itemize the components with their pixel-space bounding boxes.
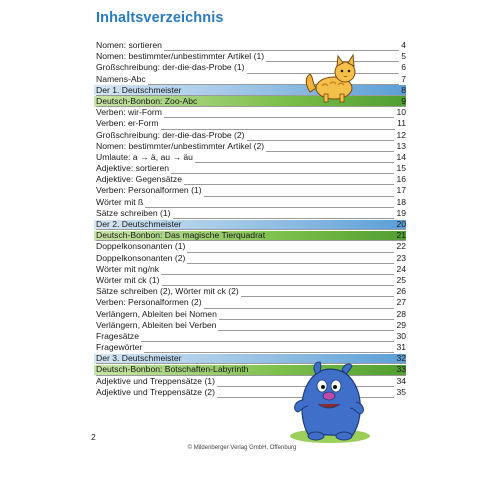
toc-entry-title: Wörter mit ck (1) [96, 274, 160, 285]
toc-entry-title: Fragesätze [96, 330, 139, 341]
toc-entry-page: 30 [396, 330, 406, 341]
toc-entry-title: Fragewörter [96, 342, 143, 353]
toc-entry-page: 24 [396, 263, 406, 274]
toc-row [94, 40, 406, 51]
toc-row [94, 309, 406, 320]
toc-row [94, 241, 406, 252]
toc-entry-page: 33 [396, 364, 406, 375]
blue-monster-illustration [290, 356, 376, 444]
toc-row [94, 320, 406, 331]
toc-entry-page: 15 [396, 163, 406, 174]
toc-row [94, 174, 406, 185]
toc-entry-page: 20 [396, 219, 406, 229]
toc-entry-page: 16 [396, 174, 406, 185]
toc-row [94, 141, 406, 152]
toc-row [94, 130, 406, 141]
toc-entry-page: 25 [396, 274, 406, 285]
toc-entry-title: Verlängern, Ableiten bei Verben [96, 319, 217, 330]
toc-row [94, 264, 406, 275]
toc-entry-page: 5 [401, 51, 406, 62]
page-title: Inhaltsverzeichnis [96, 10, 224, 26]
toc-entry-page: 28 [396, 308, 406, 319]
toc-row [94, 331, 406, 342]
toc-entry-title: Verlängern, Ableiten bei Nomen [96, 308, 217, 319]
toc-entry-page: 21 [396, 230, 406, 241]
toc-entry-page: 10 [396, 107, 406, 118]
toc-entry-title: Verben: Personalformen (2) [96, 297, 202, 308]
toc-entry-title: Großschreibung: der-die-das-Probe (2) [96, 129, 245, 140]
toc-entry-title: Nomen: bestimmter/unbestimmter Artikel (1) [96, 51, 265, 62]
toc-entry-title: Doppelkonsonanten (1) [96, 241, 186, 252]
toc-entry-title: Der 1. Deutschmeister [96, 84, 182, 95]
toc-entry-title: Wörter mit ng/nk [96, 263, 160, 274]
toc-entry-title: Verben: er-Form [96, 118, 159, 129]
toc-row [94, 197, 406, 208]
toc-entry-title: Sätze schreiben (2), Wörter mit ck (2) [96, 286, 239, 297]
toc-entry-page: 4 [401, 40, 406, 50]
toc-entry-title: Deutsch-Bonbon: Das magische Tierquadrat [96, 230, 266, 241]
toc-row [94, 163, 406, 174]
toc-entry-title: Verben: Personalformen (1) [96, 185, 202, 196]
toc-entry-page: 12 [396, 129, 406, 140]
copyright-footer: © Mildenberger Verlag GmbH, Offenburg [187, 445, 297, 451]
toc-entry-title: Wörter mit ß [96, 196, 144, 207]
toc-entry-title: Nomen: sortieren [96, 40, 162, 50]
toc-entry-page: 9 [401, 95, 406, 106]
toc-entry-title: Großschreibung: der-die-das-Probe (1) [96, 62, 245, 73]
toc-entry-page: 29 [396, 319, 406, 330]
toc-entry-title: Adjektive: sortieren [96, 163, 170, 174]
toc-entry-page: 34 [396, 375, 406, 386]
toc-entry-title: Deutsch-Bonbon: Botschaften-Labyrinth [96, 364, 249, 375]
toc-entry-title: Der 3. Deutschmeister [96, 353, 182, 364]
toc-entry-page: 11 [397, 118, 406, 129]
toc-entry-page: 26 [396, 286, 406, 297]
toc-row [94, 208, 406, 219]
toc-entry-page: 22 [396, 241, 406, 252]
toc-entry-page: 19 [396, 207, 406, 218]
toc-row [94, 297, 406, 308]
toc-entry-title: Umlaute: a → ä, au → äu [96, 151, 193, 162]
toc-row [94, 185, 406, 196]
toc-entry-title: Namens-Abc [96, 73, 146, 84]
toc-row [94, 275, 406, 286]
toc-entry-title: Deutsch-Bonbon: Zoo-Abc [96, 95, 198, 106]
toc-entry-title: Doppelkonsonanten (2) [96, 252, 186, 263]
toc-entry-page: 14 [396, 151, 406, 162]
toc-entry-page: 7 [401, 73, 406, 84]
toc-entry-page: 8 [401, 84, 406, 95]
toc-entry-title: Sätze schreiben (1) [96, 207, 171, 218]
toc-entry-page: 31 [396, 342, 406, 353]
toc-entry-page: 18 [396, 196, 406, 207]
toc-row-deutschmeister [94, 219, 406, 230]
toc-row-bonbon [94, 230, 406, 241]
toc-entry-page: 32 [396, 353, 406, 364]
toc-entry-title: Nomen: bestimmter/unbestimmter Artikel (2) [96, 140, 265, 151]
toc-entry-page: 17 [396, 185, 406, 196]
toc-entry-title: Der 2. Deutschmeister [96, 219, 182, 229]
toc-row [94, 342, 406, 353]
toc-row [94, 118, 406, 129]
page-number: 2 [91, 432, 96, 442]
toc-row [94, 107, 406, 118]
toc-row [94, 286, 406, 297]
toc-entry-page: 23 [396, 252, 406, 263]
toc-entry-title: Adjektive und Treppensätze (1) [96, 375, 215, 386]
toc-entry-page: 27 [396, 297, 406, 308]
toc-entry-page: 35 [396, 386, 406, 397]
toc-entry-title: Adjektive und Treppensätze (2) [96, 386, 215, 397]
toc-entry-page: 6 [401, 62, 406, 73]
toc-row [94, 152, 406, 163]
toc-entry-title: Adjektive: Gegensätze [96, 174, 182, 185]
toc-row [94, 253, 406, 264]
toc-entry-title: Verben: wir-Form [96, 107, 162, 118]
cat-illustration [304, 52, 362, 104]
toc-entry-page: 13 [396, 140, 406, 151]
